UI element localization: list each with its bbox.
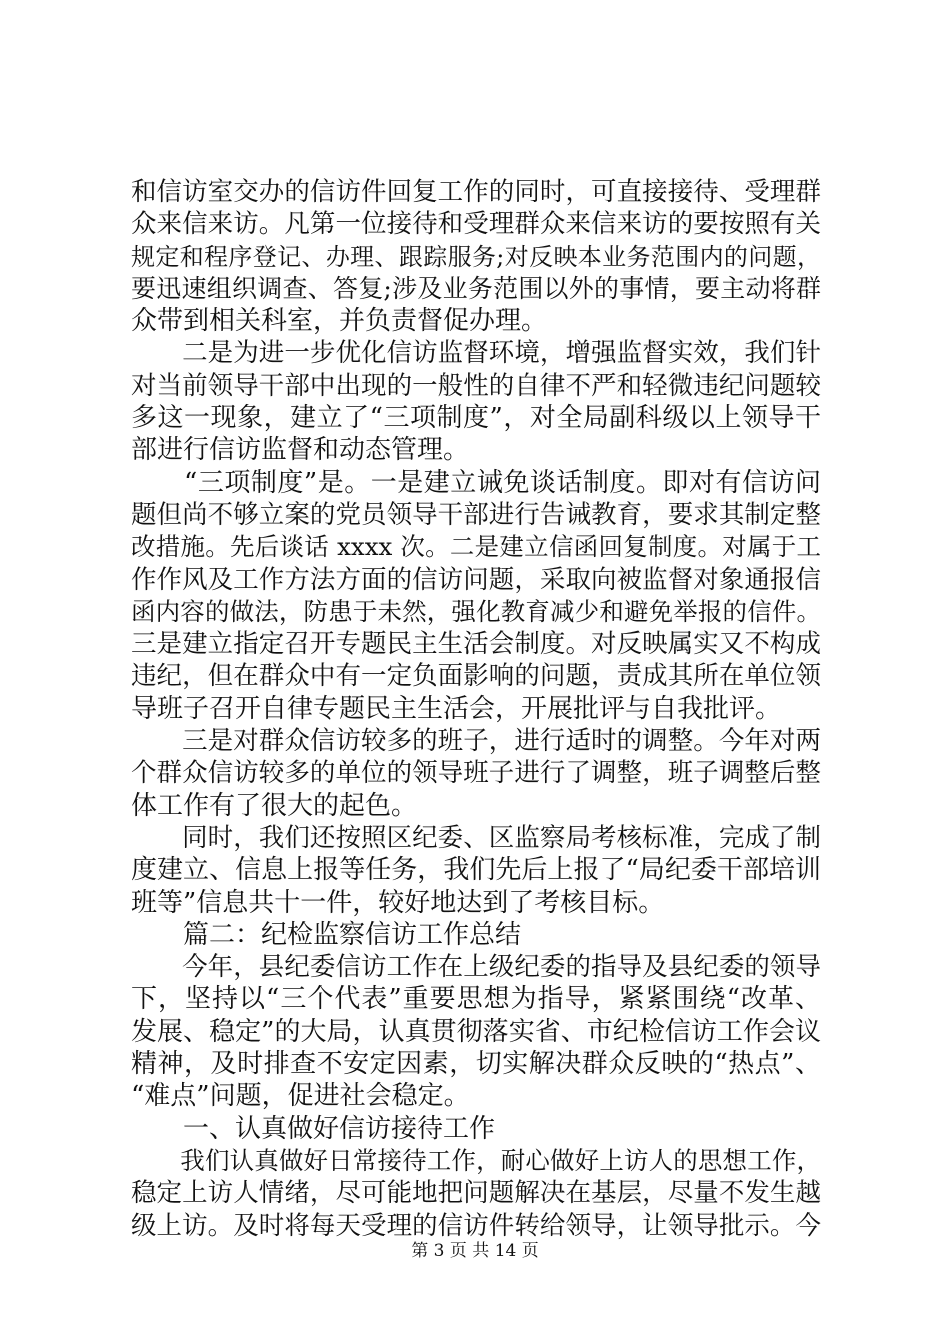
text-line: 三是建立指定召开专题民主生活会制度。对反映属实又不构成	[131, 629, 821, 660]
text-line: 今年，县纪委信访工作在上级纪委的指导及县纪委的领导	[131, 952, 821, 983]
text-line: 一、认真做好信访接待工作	[131, 1113, 496, 1144]
text-line: 二是为进一步优化信访监督环境，增强监督实效，我们针	[131, 338, 821, 369]
text-line: 对当前领导干部中出现的一般性的自律不严和轻微违纪问题较	[131, 370, 821, 401]
text-line: 精神，及时排查不安定因素，切实解决群众反映的“热点”、	[131, 1049, 821, 1080]
text-line: 众来信来访。凡第一位接待和受理群众来信来访的要按照有关	[131, 209, 821, 240]
text-line: 班等”信息共十一件，较好地达到了考核目标。	[131, 887, 665, 918]
text-line: 同时，我们还按照区纪委、区监察局考核标准，完成了制	[131, 822, 821, 853]
text-line: 题但尚不够立案的党员领导干部进行告诫教育，要求其制定整	[131, 499, 821, 530]
text-line: 函内容的做法，防患于未然，强化教育减少和避免举报的信件。	[131, 596, 821, 626]
text-line: 和信访室交办的信访件回复工作的同时，可直接接待、受理群	[131, 177, 821, 207]
text-line: 体工作有了很大的起色。	[131, 790, 418, 821]
text-line: 稳定上访人情绪，尽可能地把问题解决在基层，尽量不发生越	[131, 1178, 821, 1209]
text-line: 下，坚持以“三个代表”重要思想为指导，紧紧围绕“改革、	[131, 984, 821, 1015]
text-line: 众带到相关科室，并负责督促办理。	[131, 306, 548, 337]
page-footer: 第 3 页 共 14 页	[411, 1241, 539, 1261]
text-line: 个群众信访较多的单位的领导班子进行了调整，班子调整后整	[131, 758, 821, 789]
text-line: 规定和程序登记、办理、跟踪服务;对反映本业务范围内的问题，	[131, 242, 821, 271]
text-line: 级上访。及时将每天受理的信访件转给领导，让领导批示。今	[131, 1210, 821, 1241]
text-line: 度建立、信息上报等任务，我们先后上报了“局纪委干部培训	[131, 855, 821, 886]
text-line: 导班子召开自律专题民主生活会，开展批评与自我批评。	[131, 693, 782, 724]
document-body	[131, 176, 821, 1242]
text-line: 改措施。先后谈话 xxxx 次。二是建立信函回复制度。对属于工	[131, 532, 821, 562]
text-line: 违纪，但在群众中有一定负面影响的问题，责成其所在单位领	[131, 661, 821, 692]
text-line: 我们认真做好日常接待工作，耐心做好上访人的思想工作，	[131, 1145, 821, 1175]
text-line: 要迅速组织调查、答复;涉及业务范围以外的事情，要主动将群	[131, 273, 821, 303]
text-line: “难点”问题，促进社会稳定。	[131, 1081, 470, 1112]
text-line: 部进行信访监督和动态管理。	[131, 435, 470, 466]
text-line: 三是对群众信访较多的班子，进行适时的调整。今年对两	[131, 726, 821, 757]
text-line: 发展、稳定”的大局，认真贯彻落实省、市纪检信访工作会议	[131, 1016, 821, 1047]
text-line: 篇二：纪检监察信访工作总结	[131, 919, 522, 950]
text-line: 多这一现象，建立了“三项制度”，对全局副科级以上领导干	[131, 403, 821, 434]
text-line: “三项制度”是。一是建立诫免谈话制度。即对有信访问	[131, 467, 821, 498]
text-line: 作作风及工作方法方面的信访问题，采取向被监督对象通报信	[131, 564, 821, 595]
